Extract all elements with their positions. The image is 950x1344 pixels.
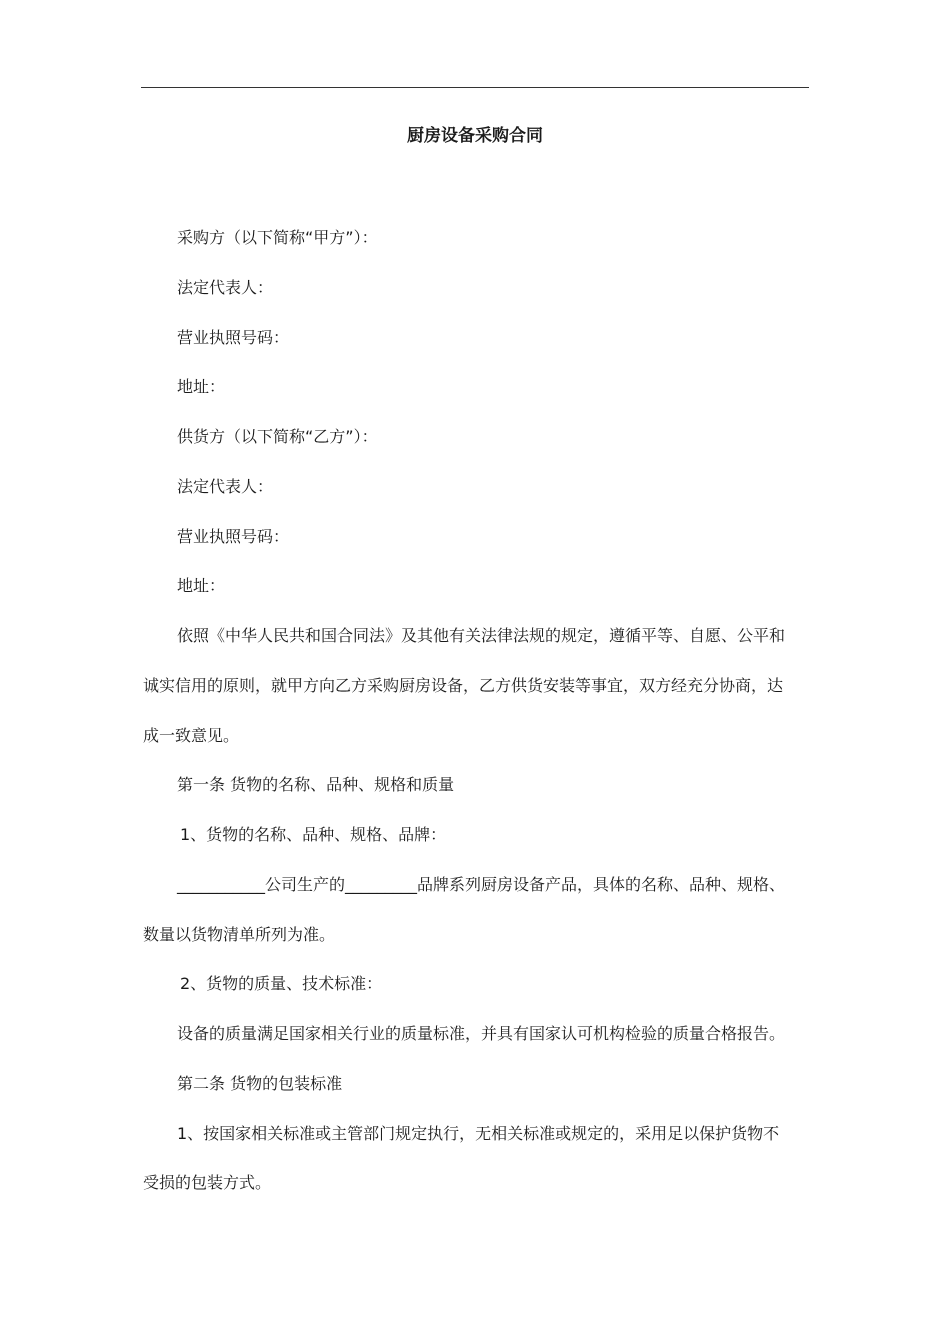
article-1-item-1-line: ___________公司生产的_________品牌系列厨房设备产品，具体的名称、品种、规格、 — [177, 875, 786, 894]
party-b-legal-rep: 法定代表人： — [177, 477, 274, 496]
party-a-heading: 采购方（以下简称“甲方”）： — [177, 228, 378, 247]
party-a-legal-rep: 法定代表人： — [177, 278, 274, 297]
article-2-heading: 第二条 货物的包装标准 — [177, 1074, 343, 1093]
party-b-heading: 供货方（以下简称“乙方”）： — [177, 427, 378, 446]
article-2-item-1-line: 1、按国家相关标准或主管部门规定执行，无相关标准或规定的，采用足以保护货物不 — [177, 1124, 780, 1143]
preamble-line: 诚实信用的原则，就甲方向乙方采购厨房设备，乙方供货安装等事宜，双方经充分协商，达 — [143, 676, 784, 695]
party-b-license: 营业执照号码： — [177, 527, 290, 546]
party-a-license: 营业执照号码： — [177, 328, 290, 347]
article-1-heading: 第一条 货物的名称、品种、规格和质量 — [177, 775, 455, 794]
article-1-item-1-heading: 1、货物的名称、品种、规格、品牌： — [180, 825, 447, 844]
party-b-address: 地址： — [177, 576, 226, 595]
party-a-address: 地址： — [177, 377, 226, 396]
article-1-item-2-body: 设备的质量满足国家相关行业的质量标准，并具有国家认可机构检验的质量合格报告。 — [177, 1024, 786, 1043]
document-title: 厨房设备采购合同 — [407, 126, 543, 146]
article-1-item-2-heading: 2、货物的质量、技术标准： — [180, 974, 383, 993]
preamble-line: 成一致意见。 — [143, 726, 240, 745]
header-rule — [141, 87, 809, 88]
article-1-item-1-line: 数量以货物清单所列为准。 — [143, 925, 336, 944]
preamble-line: 依照《中华人民共和国合同法》及其他有关法律法规的规定，遵循平等、自愿、公平和 — [177, 626, 786, 645]
article-2-item-1-line: 受损的包装方式。 — [143, 1173, 272, 1192]
